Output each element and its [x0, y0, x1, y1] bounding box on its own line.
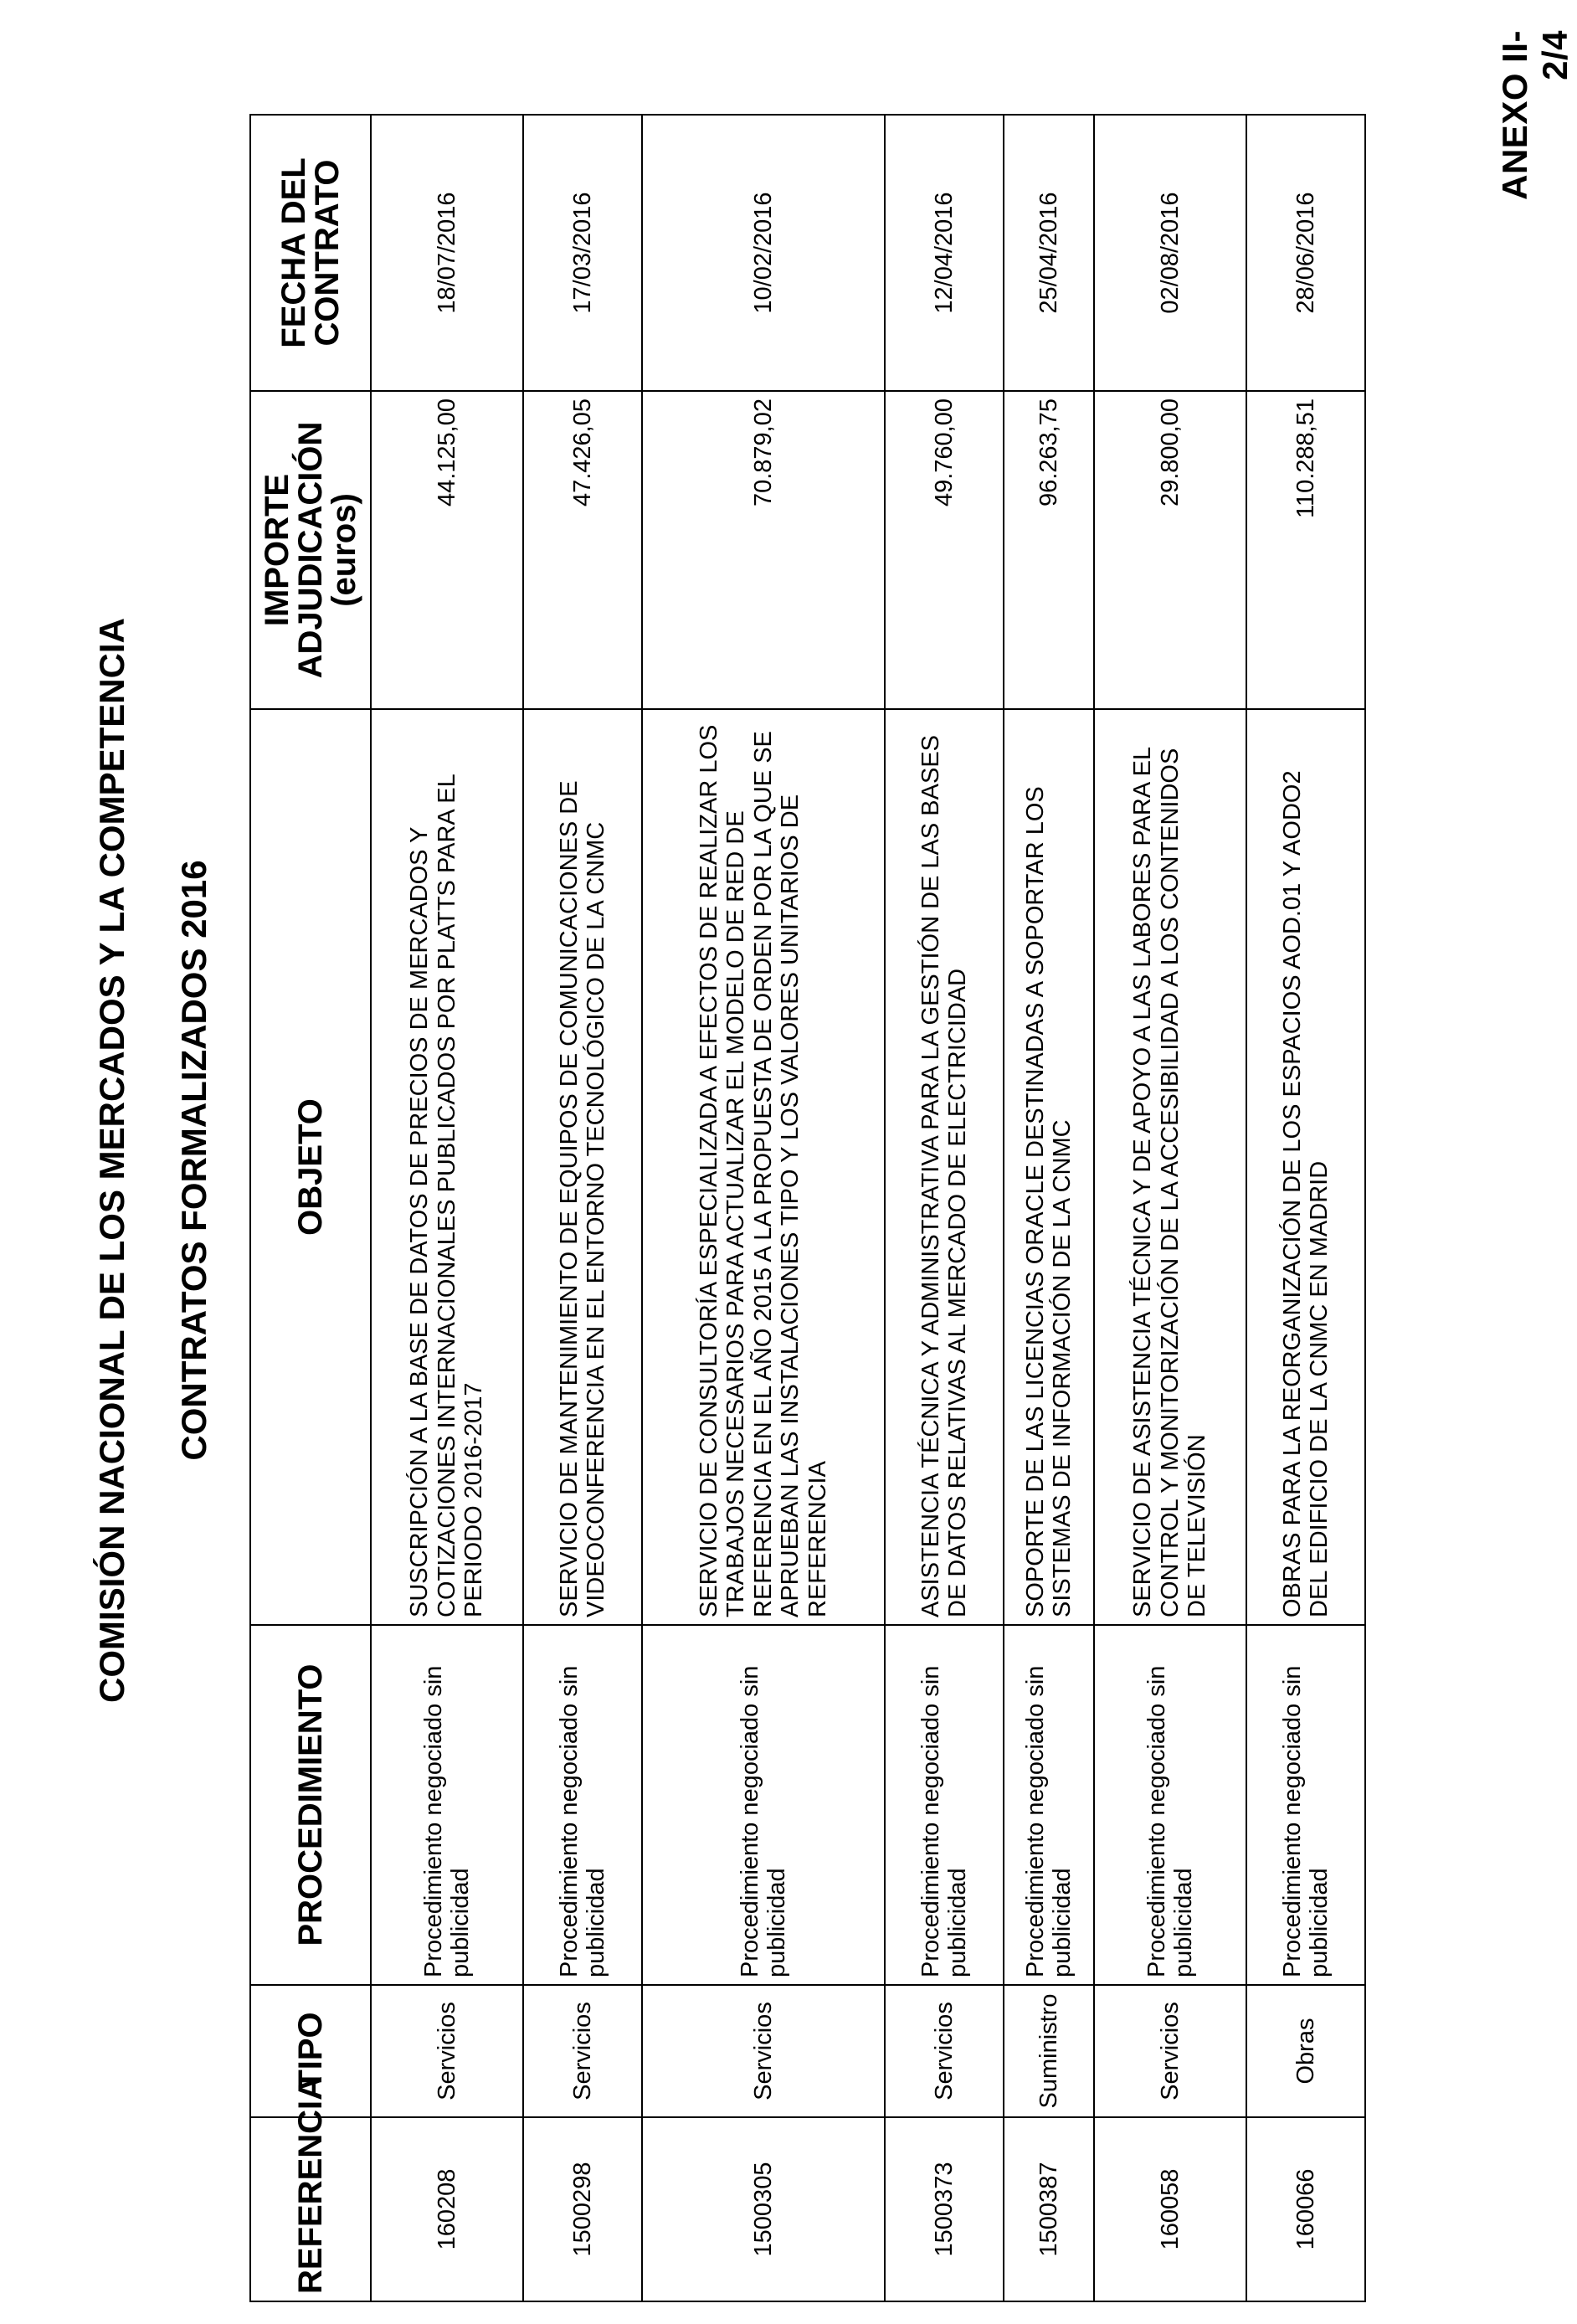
header-importe-line1: IMPORTE	[259, 473, 295, 627]
header-tipo: TIPO	[250, 1985, 371, 2117]
table-row	[1094, 115, 1246, 2301]
cell-objeto: SUSCRIPCIÓN A LA BASE DE DATOS DE PRECIOS DE MERCADOS Y COTIZACIONES INTERNACIONALES PUBLICADOS POR PLATTS PARA EL PERIODO 2016-2017	[371, 709, 523, 1625]
table-header-row	[250, 115, 371, 2301]
document-subtitle: CONTRATOS FORMALIZADOS 2016	[174, 860, 213, 1461]
cell-fecha: 02/08/2016	[1094, 115, 1246, 391]
annex-label: ANEXO II-2/4	[1495, 30, 1574, 200]
cell-procedimiento: Procedimiento negociado sin publicidad	[642, 1625, 885, 1985]
cell-fecha: 12/04/2016	[885, 115, 1004, 391]
cell-tipo: Servicios	[642, 1985, 885, 2117]
cell-referencia: 1500305	[642, 2117, 885, 2301]
cell-objeto: OBRAS PARA LA REORGANIZACIÓN DE LOS ESPACIOS AOD.01 Y AODO2 DEL EDIFICIO DE LA CNMC EN MADRID	[1246, 709, 1365, 1625]
table-row	[885, 115, 1004, 2301]
cell-fecha: 17/03/2016	[523, 115, 642, 391]
cell-tipo: Suministro	[1004, 1985, 1094, 2117]
cell-tipo: Servicios	[885, 1985, 1004, 2117]
cell-tipo: Servicios	[1094, 1985, 1246, 2117]
cell-tipo: Servicios	[523, 1985, 642, 2117]
cell-fecha: 28/06/2016	[1246, 115, 1365, 391]
cell-importe: 49.760,00	[885, 391, 1004, 709]
cell-referencia: 1500298	[523, 2117, 642, 2301]
cell-objeto: SERVICIO DE ASISTENCIA TÉCNICA Y DE APOYO A LAS LABORES PARA EL CONTROL Y MONITORIZACIÓN DE LA ACCESIBILIDAD A LOS CONTENIDOS DE TELEVISIÓN	[1094, 709, 1246, 1625]
cell-fecha: 10/02/2016	[642, 115, 885, 391]
cell-referencia: 1500387	[1004, 2117, 1094, 2301]
cell-referencia: 160058	[1094, 2117, 1246, 2301]
cell-procedimiento: Procedimiento negociado sin publicidad	[1094, 1625, 1246, 1985]
cell-referencia: 160208	[371, 2117, 523, 2301]
cell-importe: 47.426,05	[523, 391, 642, 709]
table-row	[642, 115, 885, 2301]
cell-objeto: SERVICIO DE MANTENIMIENTO DE EQUIPOS DE COMUNICACIONES DE VIDEOCONFERENCIA EN EL ENTORNO TECNOLÓGICO DE LA CNMC	[523, 709, 642, 1625]
header-importe-line3: (euros)	[326, 493, 362, 607]
document-title: COMISIÓN NACIONAL DE LOS MERCADOS Y LA COMPETENCIA	[92, 618, 131, 1703]
header-importe	[250, 391, 371, 709]
cell-tipo: Servicios	[371, 1985, 523, 2117]
header-objeto: OBJETO	[250, 709, 371, 1625]
table-row	[1246, 115, 1365, 2301]
cell-importe: 29.800,00	[1094, 391, 1246, 709]
header-referencia: REFERENCIA	[250, 2117, 371, 2301]
contracts-table	[249, 114, 1366, 2302]
cell-fecha: 25/04/2016	[1004, 115, 1094, 391]
cell-objeto: ASISTENCIA TÉCNICA Y ADMINISTRATIVA PARA LA GESTIÓN DE LAS BASES DE DATOS RELATIVAS AL MERCADO DE ELECTRICIDAD	[885, 709, 1004, 1625]
cell-objeto: SERVICIO DE CONSULTORÍA ESPECIALIZADA A EFECTOS DE REALIZAR LOS TRABAJOS NECESARIOS PARA ACTUALIZAR EL MODELO DE RED DE REFERENCIA EN EL AÑO 2015 A LA PROPUESTA DE ORDEN POR LA QUE SE APRUEBAN LAS INSTALACIONES TIPO Y LOS VALORES UNITARIOS DE REFERENCIA	[642, 709, 885, 1625]
cell-procedimiento: Procedimiento negociado sin publicidad	[371, 1625, 523, 1985]
header-fecha	[250, 115, 371, 391]
cell-importe: 110.288,51	[1246, 391, 1365, 709]
header-fecha-line2: CONTRATO	[309, 159, 346, 347]
cell-referencia: 160066	[1246, 2117, 1365, 2301]
table-row	[1004, 115, 1094, 2301]
cell-procedimiento: Procedimiento negociado sin publicidad	[523, 1625, 642, 1985]
cell-procedimiento: Procedimiento negociado sin publicidad	[885, 1625, 1004, 1985]
header-fecha-line1: FECHA DEL	[275, 157, 312, 348]
cell-referencia: 1500373	[885, 2117, 1004, 2301]
cell-procedimiento: Procedimiento negociado sin publicidad	[1246, 1625, 1365, 1985]
cell-importe: 70.879,02	[642, 391, 885, 709]
cell-importe: 44.125,00	[371, 391, 523, 709]
cell-importe: 96.263,75	[1004, 391, 1094, 709]
table-row	[523, 115, 642, 2301]
cell-procedimiento: Procedimiento negociado sin publicidad	[1004, 1625, 1094, 1985]
table-row	[371, 115, 523, 2301]
header-importe-line2: ADJUDICACIÓN	[292, 421, 329, 679]
cell-tipo: Obras	[1246, 1985, 1365, 2117]
cell-fecha: 18/07/2016	[371, 115, 523, 391]
cell-objeto: SOPORTE DE LAS LICENCIAS ORACLE DESTINADAS A SOPORTAR LOS SISTEMAS DE INFORMACIÓN DE LA CNMC	[1004, 709, 1094, 1625]
header-procedimiento: PROCEDIMIENTO	[250, 1625, 371, 1985]
